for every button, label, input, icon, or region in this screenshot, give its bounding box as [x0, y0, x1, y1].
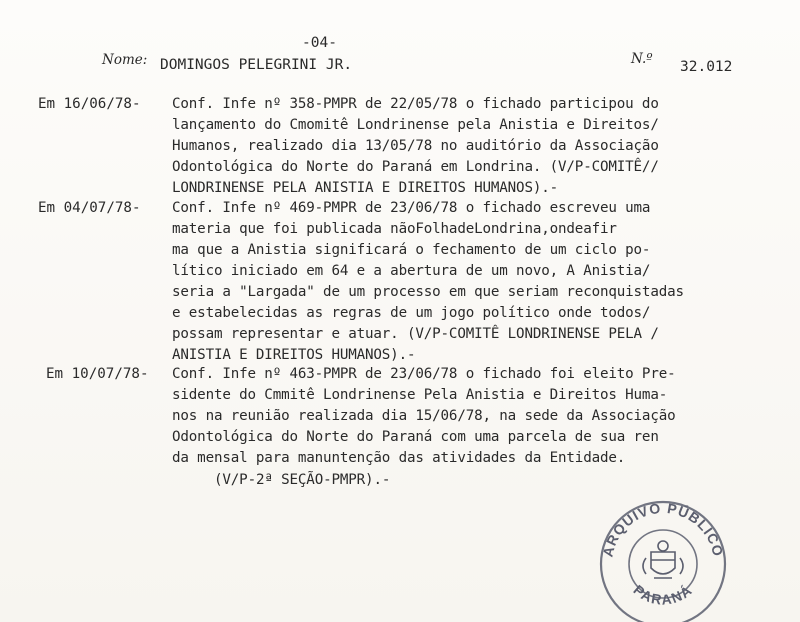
entry-date: Em 10/07/78-: [46, 366, 149, 382]
page-number: -04-: [302, 35, 337, 51]
entry-line: nos na reunião realizada dia 15/06/78, na sede da Associação: [172, 408, 676, 424]
name-label: Nome:: [102, 52, 148, 68]
entry-line: lançamento do Cmomitê Londrinense pela Anistia e Direitos/: [172, 117, 659, 133]
stamp-top-text: ARQUIVO PÚBLICO: [599, 499, 727, 559]
entry-line: Conf. Infe nº 463-PMPR de 23/06/78 o fichado foi eleito Pre-: [172, 366, 676, 382]
name-value: DOMINGOS PELEGRINI JR.: [160, 57, 353, 73]
stamp-bottom-text: PARANÁ: [630, 581, 696, 608]
record-number: 32.012: [680, 59, 733, 75]
entry-line: materia que foi publicada nãoFolhadeLondrina,ondeafir: [172, 221, 617, 237]
entry-line: Conf. Infe nº 358-PMPR de 22/05/78 o fichado participou do: [172, 96, 659, 112]
entry-line: ANISTIA E DIREITOS HUMANOS).-: [172, 347, 416, 363]
entry-line: Odontológica do Norte do Paraná em Londrina. (V/P-COMITÊ//: [172, 159, 659, 175]
entry-line: Conf. Infe nº 469-PMPR de 23/06/78 o fichado escreveu uma: [172, 200, 651, 216]
entry-line: sidente do Cmmitê Londrinense Pela Anistia e Direitos Huma-: [172, 387, 668, 403]
entry-date: Em 04/07/78-: [38, 200, 141, 216]
entry-line: Odontológica do Norte do Paraná com uma parcela de sua ren: [172, 429, 659, 445]
entry-line: e estabelecidas as regras de um jogo político onde todos/: [172, 305, 651, 321]
number-label: N.º: [631, 51, 653, 67]
entry-date: Em 16/06/78-: [38, 96, 141, 112]
entry-line: lítico iniciado em 64 e a abertura de um novo, A Anistia/: [172, 263, 651, 279]
entry-line: (V/P-2ª SEÇÃO-PMPR).-: [214, 472, 391, 488]
entry-line: ma que a Anistia significará o fechamento de um ciclo po-: [172, 242, 651, 258]
entry-line: da mensal para manuntenção das atividades da Entidade.: [172, 450, 626, 466]
entry-line: possam representar e atuar. (V/P-COMITÊ LONDRINENSE PELA /: [172, 326, 659, 342]
parana-coat-of-arms-icon: [643, 541, 683, 578]
entry-line: LONDRINENSE PELA ANISTIA E DIREITOS HUMANOS).-: [172, 180, 559, 196]
entry-line: Humanos, realizado dia 13/05/78 no auditório da Associação: [172, 138, 659, 154]
archive-stamp: [594, 496, 732, 622]
entry-line: seria a "Largada" de um processo em que seriam reconquistadas: [172, 284, 684, 300]
